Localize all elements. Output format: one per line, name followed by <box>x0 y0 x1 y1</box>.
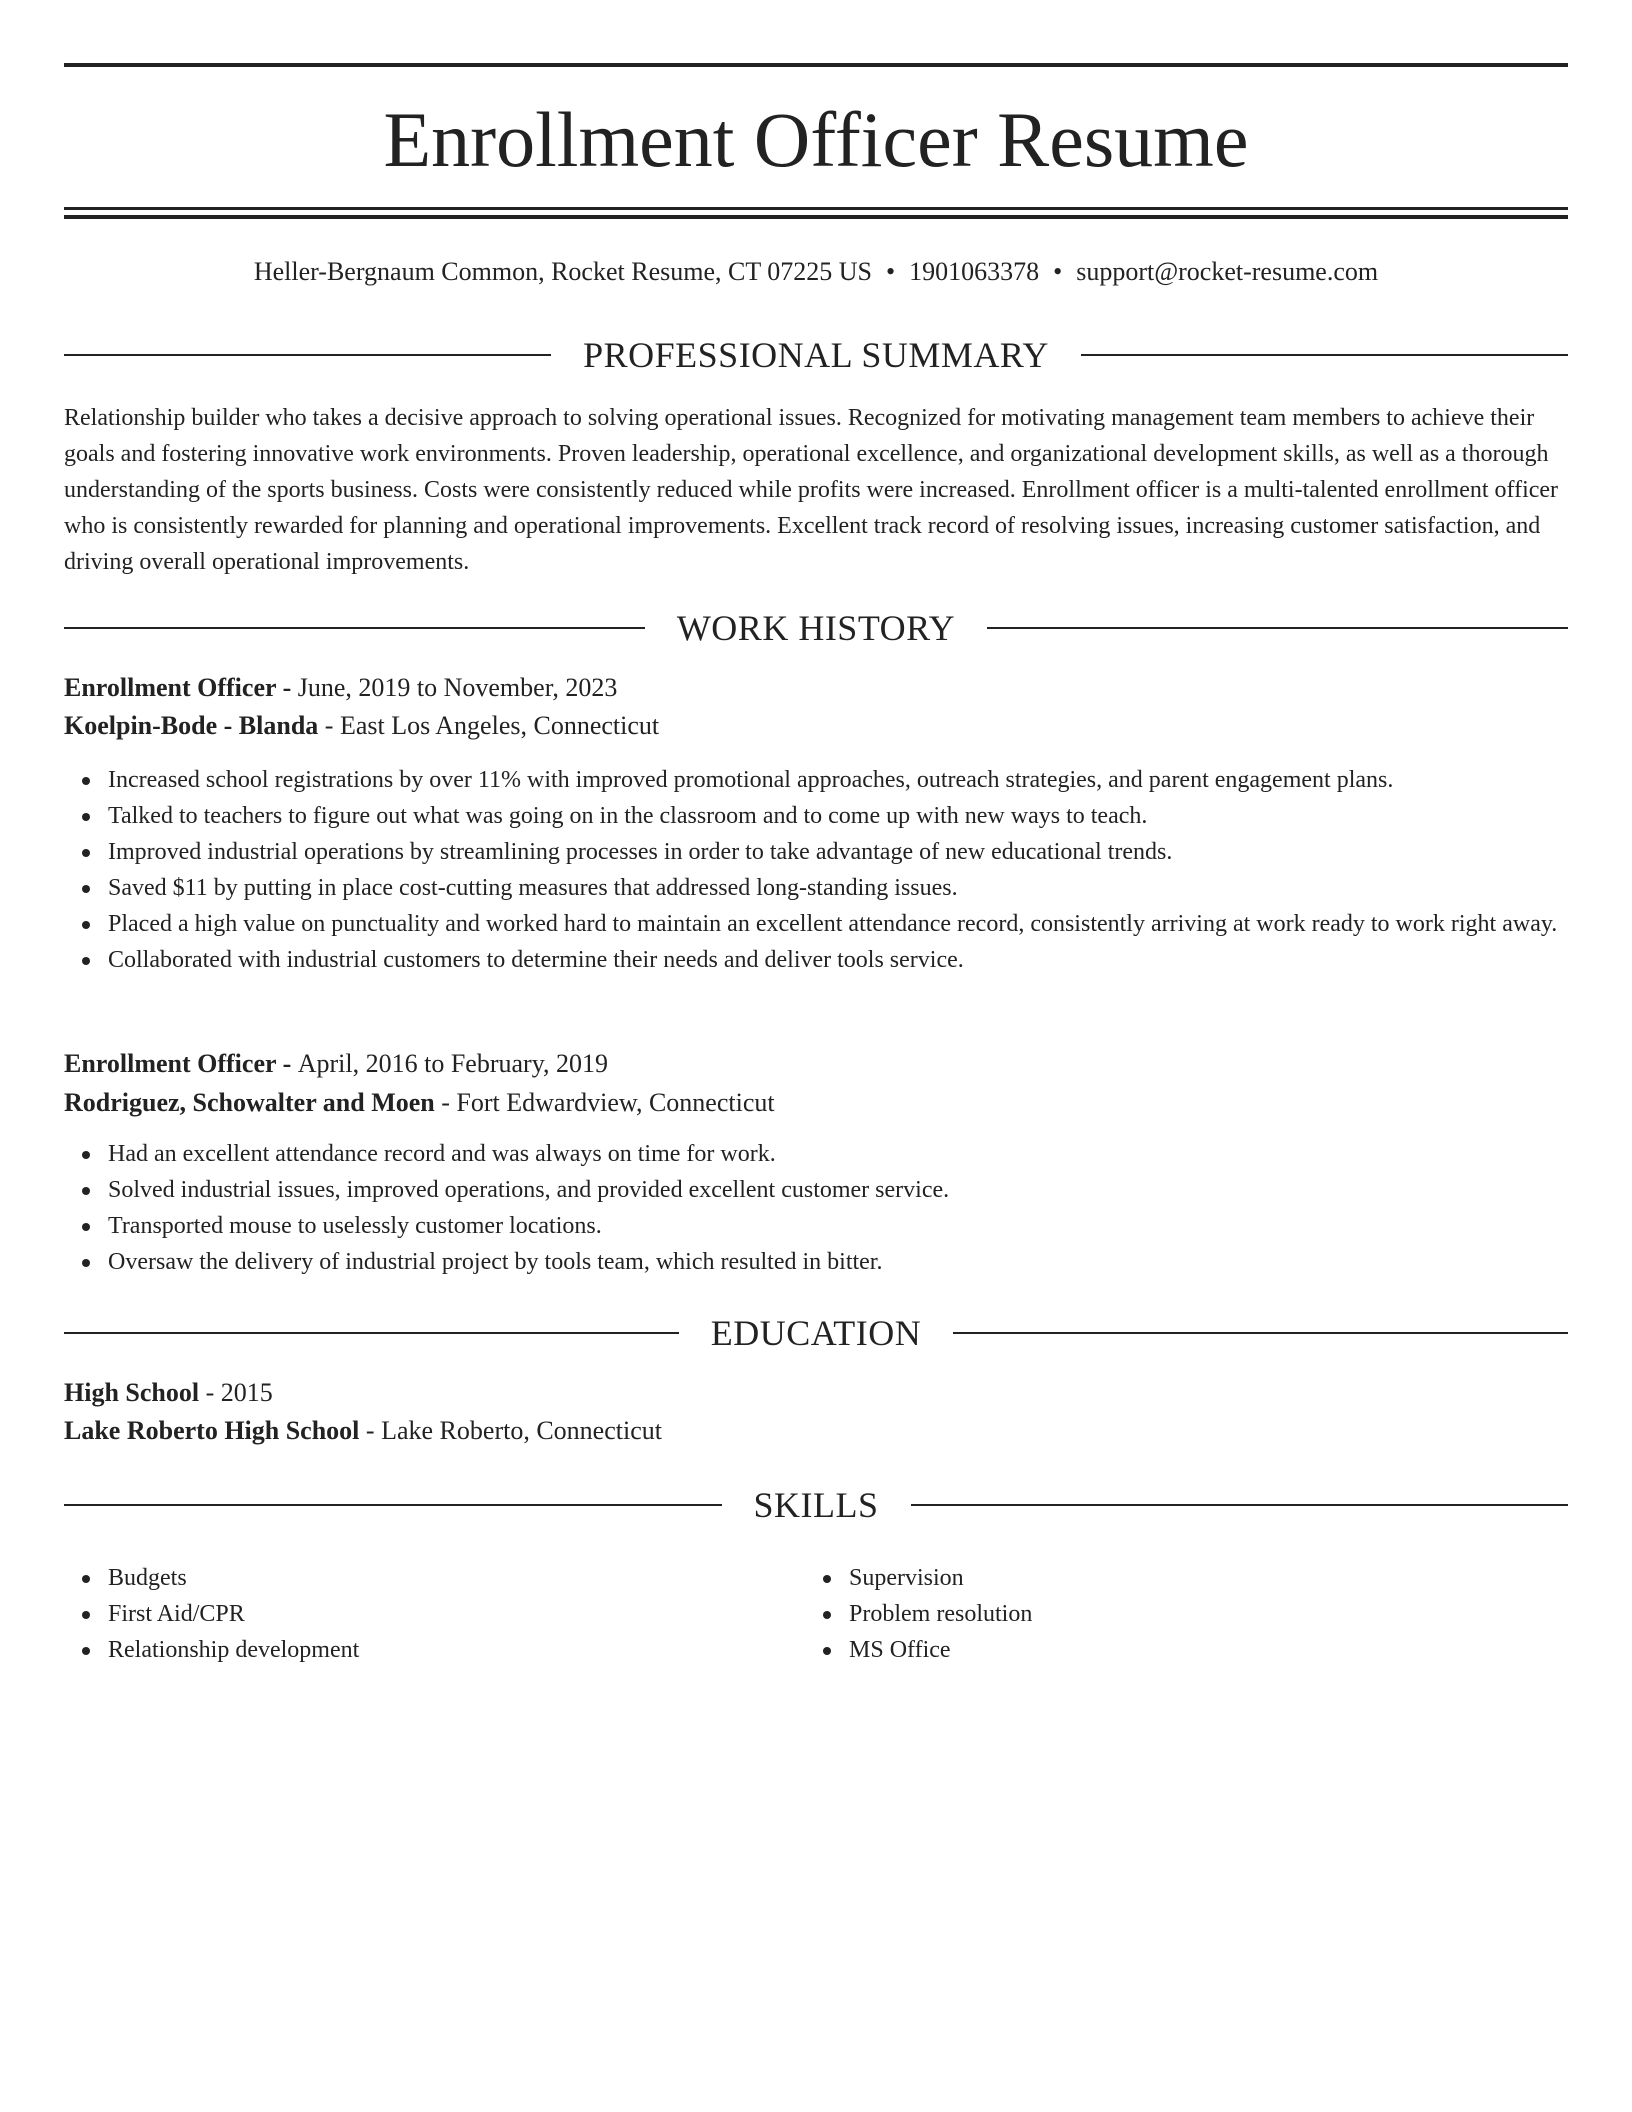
summary-text: Relationship builder who takes a decisive approach to solving operational issues. Recognized for motivating management team members to achieve their goals and fostering innovative work environments. Proven leadership, operational excellence, and organizational development skills, as well as a thorough understanding of the sports business. Costs were consistently reduced while profits were increased. Enrollment officer is a multi-talented enrollment officer who is consistently rewarded for planning and operational improvements. Excellent track record of resolving issues, increasing customer satisfaction, and driving overall operational improvements. <box>64 405 1559 575</box>
education-year: 2015 <box>220 1378 273 1407</box>
section-heading-skills <box>64 1485 1568 1525</box>
section-divider <box>64 1504 722 1506</box>
list-item: Collaborated with industrial customers to determine their needs and deliver tools service. <box>64 942 1568 978</box>
list-item: Saved $11 by putting in place cost-cutting measures that addressed long-standing issues. <box>64 870 1568 906</box>
title-rule-lower <box>64 215 1568 219</box>
job-bullets <box>64 1136 1568 1280</box>
list-item: Oversaw the delivery of industrial project by tools team, which resulted in bitter. <box>64 1244 1568 1280</box>
skills-list-left <box>64 1560 764 1668</box>
job-location: Fort Edwardview, Connecticut <box>456 1088 775 1117</box>
skill-item: Relationship development <box>64 1632 764 1668</box>
skill-item: Budgets <box>64 1560 764 1596</box>
section-divider <box>953 1332 1568 1334</box>
section-divider <box>911 1504 1569 1506</box>
job-location: East Los Angeles, Connecticut <box>339 711 660 740</box>
section-title: PROFESSIONAL SUMMARY <box>583 335 1049 375</box>
section-heading-summary <box>64 335 1568 375</box>
section-title: WORK HISTORY <box>676 608 956 648</box>
job-dates: June, 2019 to November, 2023 <box>297 673 618 702</box>
section-divider <box>1081 354 1568 356</box>
section-heading-work <box>64 608 1568 648</box>
section-title: SKILLS <box>753 1485 879 1525</box>
resume-title: Enrollment Officer Resume <box>383 96 1249 183</box>
job-company: Koelpin-Bode - Blanda <box>64 711 319 740</box>
section-divider <box>64 354 551 356</box>
list-item: Talked to teachers to figure out what was going on in the classroom and to come up with new ways to teach. <box>64 798 1568 834</box>
job-title-line: Enrollment Officer - April, 2016 to February, 2019 <box>64 1049 609 1078</box>
skill-item: Problem resolution <box>805 1596 1505 1632</box>
job-company-line: Koelpin-Bode - Blanda - East Los Angeles, Connecticut <box>64 711 660 740</box>
contact-line <box>64 252 1568 292</box>
section-divider <box>64 627 645 629</box>
list-item: Improved industrial operations by streamlining processes in order to take advantage of new educational trends. <box>64 834 1568 870</box>
job-title: Enrollment Officer <box>64 1049 277 1078</box>
education-school-line: Lake Roberto High School - Lake Roberto, Connecticut <box>64 1416 662 1445</box>
job-bullets <box>64 762 1568 978</box>
skill-item: First Aid/CPR <box>64 1596 764 1632</box>
education-degree-line: High School - 2015 <box>64 1378 273 1407</box>
section-divider <box>987 627 1568 629</box>
job-title: Enrollment Officer <box>64 673 277 702</box>
list-item: Had an excellent attendance record and was always on time for work. <box>64 1136 1568 1172</box>
section-title: EDUCATION <box>710 1313 922 1353</box>
education-degree: High School <box>64 1378 200 1407</box>
list-item: Increased school registrations by over 11% with improved promotional approaches, outreach strategies, and parent engagement plans. <box>64 762 1568 798</box>
contact-separator: • <box>1053 257 1063 286</box>
job-company: Rodriguez, Schowalter and Moen <box>64 1088 435 1117</box>
title-rule-upper <box>64 207 1568 210</box>
contact-phone: 1901063378 <box>909 257 1040 286</box>
contact-email: support@rocket-resume.com <box>1076 257 1379 286</box>
list-item: Solved industrial issues, improved operations, and provided excellent customer service. <box>64 1172 1568 1208</box>
skill-item: Supervision <box>805 1560 1505 1596</box>
education-location: Lake Roberto, Connecticut <box>381 1416 662 1445</box>
job-company-line: Rodriguez, Schowalter and Moen - Fort Edwardview, Connecticut <box>64 1088 775 1117</box>
skills-list-right <box>805 1560 1505 1668</box>
list-item: Transported mouse to uselessly customer locations. <box>64 1208 1568 1244</box>
list-item: Placed a high value on punctuality and worked hard to maintain an excellent attendance record, consistently arriving at work ready to work right away. <box>64 906 1568 942</box>
skill-item: MS Office <box>805 1632 1505 1668</box>
education-school: Lake Roberto High School <box>64 1416 360 1445</box>
section-heading-education <box>64 1313 1568 1353</box>
job-dates: April, 2016 to February, 2019 <box>297 1049 609 1078</box>
top-rule <box>64 63 1568 67</box>
section-divider <box>64 1332 679 1334</box>
contact-address: Heller-Bergnaum Common, Rocket Resume, CT 07225 US <box>253 257 872 286</box>
contact-separator: • <box>885 257 896 286</box>
job-title-line: Enrollment Officer - June, 2019 to November, 2023 <box>64 673 618 702</box>
